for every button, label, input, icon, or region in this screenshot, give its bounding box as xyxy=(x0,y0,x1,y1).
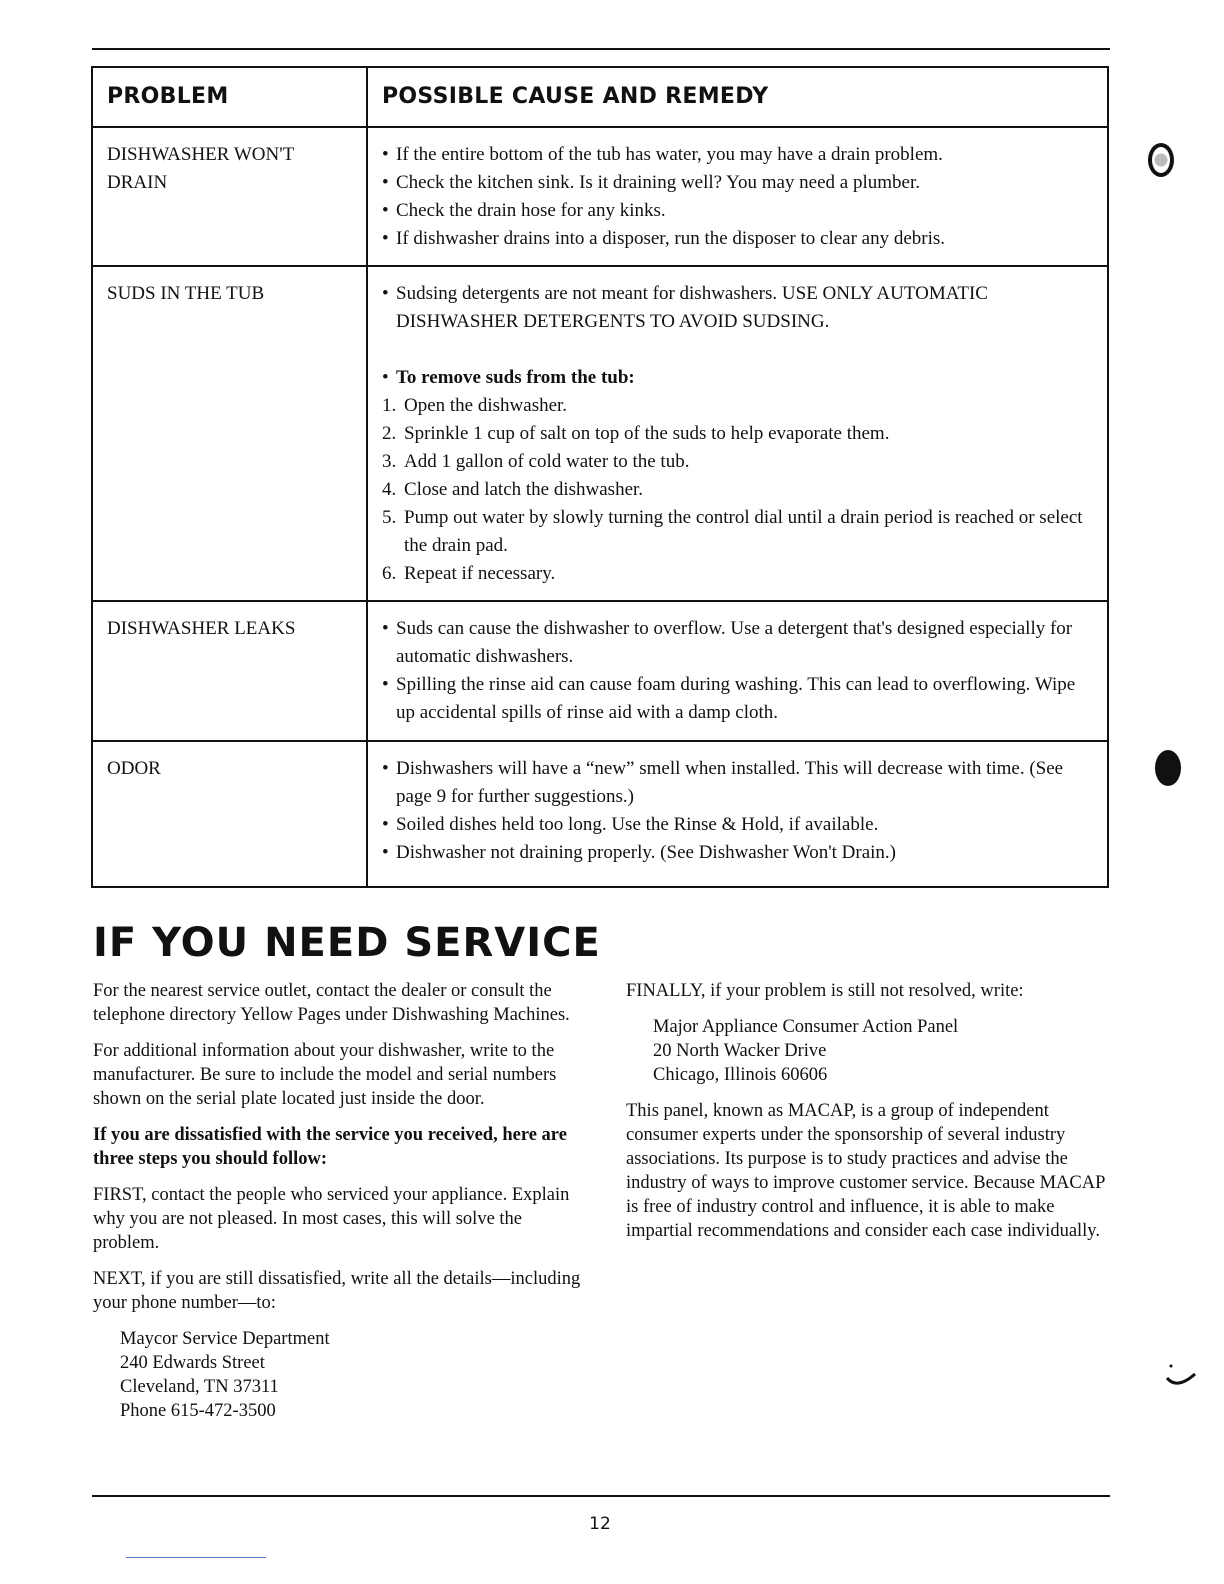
list-item: • Sudsing detergents are not meant for dishwashers. USE ONLY AUTOMATIC DISHWASHER DETERGENTS TO AVOID SUDSING. xyxy=(382,283,988,332)
list-item: • Soiled dishes held too long. Use the Rinse & Hold, if available. xyxy=(382,814,879,835)
page-number: 12 xyxy=(589,1514,611,1534)
bottom-rule xyxy=(92,1495,1110,1497)
binder-hole-ring xyxy=(1148,143,1174,177)
address-line: 240 Edwards Street xyxy=(120,1353,265,1373)
remedy-cell xyxy=(367,741,1108,887)
problem-cell: SUDS IN THE TUB xyxy=(92,266,367,601)
paragraph: For additional information about your dishwasher, write to the manufacturer. Be sure to include the model and serial numbers shown on the serial plate located just inside the door. xyxy=(93,1041,557,1109)
paragraph: This panel, known as MACAP, is a group of independent consumer experts under the sponsorship of several industry associations. Its purpose is to study practices and advise the industry of ways to improve customer service. Because MACAP is free of industry control and influence, it is able to make impartial recommendations and consider each case individually. xyxy=(626,1101,1105,1241)
header-problem: PROBLEM xyxy=(92,67,367,127)
table-header-row xyxy=(92,67,1108,127)
table-row xyxy=(92,741,1108,887)
troubleshooting-table xyxy=(91,66,1109,888)
table-row xyxy=(92,601,1108,741)
step-item: 3. Add 1 gallon of cold water to the tub. xyxy=(382,451,690,472)
scan-mark xyxy=(1163,1360,1199,1390)
remedy-cell xyxy=(367,127,1108,266)
address-line: Chicago, Illinois 60606 xyxy=(653,1065,828,1085)
service-heading: IF YOU NEED SERVICE xyxy=(93,920,601,966)
step-item: 1. Open the dishwasher. xyxy=(382,395,568,416)
list-item: • Check the drain hose for any kinks. xyxy=(382,200,666,221)
service-right-column xyxy=(626,979,1116,1255)
paragraph: FIRST, contact the people who serviced your appliance. Explain why you are not pleased. In most cases, this will solve the problem. xyxy=(93,1185,570,1253)
header-remedy: POSSIBLE CAUSE AND REMEDY xyxy=(367,67,1108,127)
paragraph: For the nearest service outlet, contact the dealer or consult the telephone directory Yellow Pages under Dishwashing Machines. xyxy=(93,981,570,1025)
bold-paragraph: If you are dissatisfied with the service you received, here are three steps you should follow: xyxy=(93,1125,567,1169)
remedy-cell xyxy=(367,601,1108,741)
list-item: • If the entire bottom of the tub has water, you may have a drain problem. xyxy=(382,144,943,165)
subheading: • To remove suds from the tub: xyxy=(382,367,635,388)
address-line: Maycor Service Department xyxy=(120,1329,330,1349)
list-item: • Dishwashers will have a “new” smell when installed. This will decrease with time. (See page 9 for further suggestions.) xyxy=(382,758,1064,807)
service-left-column xyxy=(93,979,583,1435)
list-item: • Spilling the rinse aid can cause foam during washing. This can lead to overflowing. Wipe up accidental spills of rinse aid with a damp cloth. xyxy=(382,674,1076,723)
problem-cell: ODOR xyxy=(92,741,367,887)
list-item: • Dishwasher not draining properly. (See Dishwasher Won't Drain.) xyxy=(382,842,897,863)
list-item: • If dishwasher drains into a disposer, run the disposer to clear any debris. xyxy=(382,228,946,249)
binder-hole-dot xyxy=(1155,750,1181,786)
paragraph: FINALLY, if your problem is still not resolved, write: xyxy=(626,981,1024,1001)
address-line: Cleveland, TN 37311 xyxy=(120,1377,279,1397)
maycor-address xyxy=(120,1327,583,1423)
address-line: Phone 615-472-3500 xyxy=(120,1401,276,1421)
top-rule xyxy=(92,48,1110,50)
address-line: 20 North Wacker Drive xyxy=(653,1041,827,1061)
step-item: 5. Pump out water by slowly turning the control dial until a drain period is reached or select the drain pad. xyxy=(382,507,1083,556)
list-item: • Suds can cause the dishwasher to overflow. Use a detergent that's designed especially for automatic dishwashers. xyxy=(382,618,1073,667)
remedy-cell xyxy=(367,266,1108,601)
step-item: 4. Close and latch the dishwasher. xyxy=(382,479,644,500)
address-line: Major Appliance Consumer Action Panel xyxy=(653,1017,959,1037)
table-row xyxy=(92,127,1108,266)
list-item: • Check the kitchen sink. Is it draining well? You may need a plumber. xyxy=(382,172,920,193)
step-item: 6. Repeat if necessary. xyxy=(382,563,556,584)
table-row xyxy=(92,266,1108,601)
bottom-underline xyxy=(126,1557,266,1558)
step-item: 2. Sprinkle 1 cup of salt on top of the suds to help evaporate them. xyxy=(382,423,890,444)
problem-cell: DISHWASHER LEAKS xyxy=(92,601,367,741)
paragraph: NEXT, if you are still dissatisfied, write all the details—including your phone number—to: xyxy=(93,1269,581,1313)
problem-cell: DISHWASHER WON'T DRAIN xyxy=(92,127,367,266)
macap-address xyxy=(653,1015,1116,1087)
